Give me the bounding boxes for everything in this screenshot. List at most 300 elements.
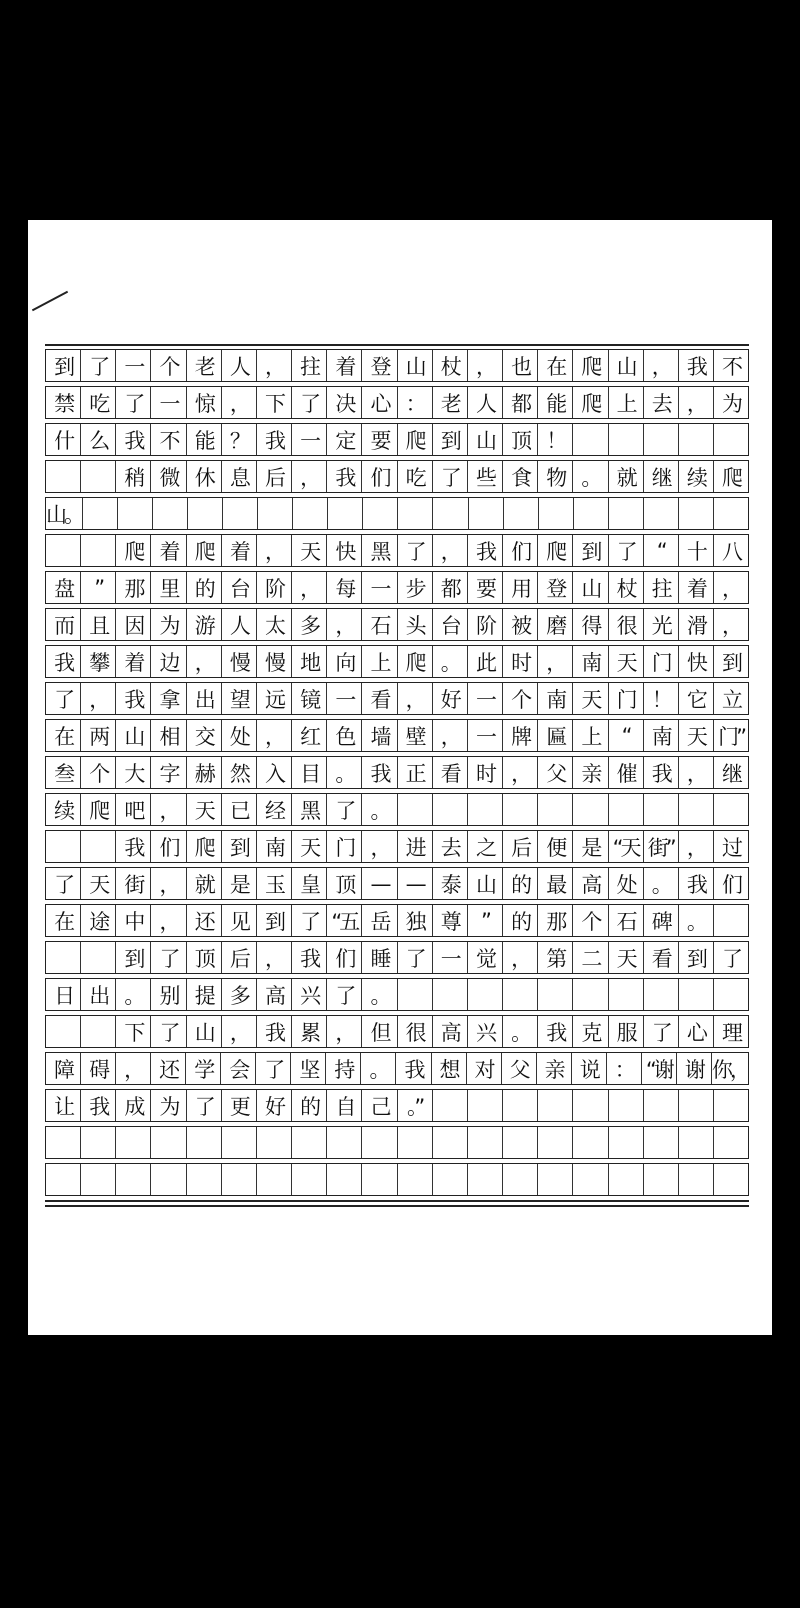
grid-cell: 匾 — [538, 720, 573, 751]
grid-cell: 更 — [222, 1090, 257, 1121]
grid-cell: ， — [722, 576, 741, 601]
grid-cell: 继 — [644, 461, 679, 492]
grid-cell: 个 — [573, 905, 608, 936]
grid-cell: 黑 — [292, 794, 327, 825]
grid-cell — [293, 498, 328, 529]
grid-cell — [468, 794, 503, 825]
grid-row — [45, 978, 749, 1011]
grid-cell — [46, 1127, 81, 1158]
grid-cell: ， — [116, 1053, 151, 1084]
grid-cell: 一 — [151, 387, 186, 418]
grid-cell: ， — [292, 461, 327, 492]
grid-cell — [609, 1090, 644, 1121]
grid-cell: 出 — [81, 979, 116, 1010]
grid-cell: 。 — [362, 794, 397, 825]
grid-cell: 皇 — [292, 868, 327, 899]
grid-cell: 了 — [722, 946, 741, 971]
grid-cell — [222, 1164, 257, 1195]
grid-cell: 日 — [46, 979, 81, 1010]
grid-cell: 上 — [362, 646, 397, 677]
grid-cell: 爬 — [538, 535, 573, 566]
grid-cell: 去 — [644, 387, 679, 418]
grid-cell — [609, 1127, 644, 1158]
grid-cell: 个 — [151, 350, 186, 381]
grid-cell — [258, 498, 293, 529]
grid-cell: 碍 — [81, 1053, 116, 1084]
grid-cell: ， — [433, 720, 468, 751]
grid-row — [45, 867, 749, 900]
grid-cell: 杖 — [433, 350, 468, 381]
grid-cell: 学 — [186, 1053, 221, 1084]
grid-cell — [573, 424, 608, 455]
grid-cell — [433, 498, 468, 529]
grid-cell: 每 — [327, 572, 362, 603]
grid-cell: 多 — [292, 609, 327, 640]
grid-cell: 玉 — [257, 868, 292, 899]
grid-cell: 。 — [327, 757, 362, 788]
grid-cell: 了 — [116, 387, 151, 418]
grid-cell: ， — [538, 646, 573, 677]
grid-cell — [503, 1127, 538, 1158]
grid-cell: 光 — [644, 609, 679, 640]
grid-cell: 顶 — [187, 942, 222, 973]
grid-cell: 的 — [187, 572, 222, 603]
grid-cell — [292, 1164, 327, 1195]
grid-cell: 看 — [362, 683, 397, 714]
grid-cell — [468, 1090, 503, 1121]
grid-cell — [257, 1127, 292, 1158]
grid-cell: 着 — [327, 350, 362, 381]
grid-cell — [644, 1090, 679, 1121]
grid-cell: 坚 — [291, 1053, 326, 1084]
grid-cell: 个 — [503, 683, 538, 714]
grid-cell: 提 — [187, 979, 222, 1010]
grid-cell: 街” — [644, 831, 679, 862]
grid-cell: 慢 — [222, 646, 257, 677]
grid-cell — [503, 1164, 538, 1195]
grid-cell — [468, 979, 503, 1010]
grid-cell: 石 — [609, 905, 644, 936]
grid-cell: 爬 — [398, 424, 433, 455]
grid-cell — [679, 498, 714, 529]
grid-row — [45, 904, 749, 937]
grid-cell: 了 — [398, 535, 433, 566]
grid-cell: 山。 — [46, 498, 83, 529]
grid-cell — [679, 424, 714, 455]
grid-cell: 上 — [573, 720, 608, 751]
grid-cell — [81, 1127, 116, 1158]
grid-cell: 用 — [503, 572, 538, 603]
grid-cell: ， — [151, 794, 186, 825]
grid-cell: 里 — [151, 572, 186, 603]
grid-cell: 我 — [46, 646, 81, 677]
grid-cell: 下 — [257, 387, 292, 418]
grid-cell: 出 — [187, 683, 222, 714]
grid-cell: 磨 — [538, 609, 573, 640]
grid-cell: 被 — [503, 609, 538, 640]
grid-cell: 物 — [538, 461, 573, 492]
grid-cell — [679, 1164, 714, 1195]
grid-cell: 后 — [503, 831, 538, 862]
grid-cell — [81, 461, 116, 492]
grid-cell: 累 — [292, 1016, 327, 1047]
grid-cell: 尊 — [433, 905, 468, 936]
grid-cell: 快 — [327, 535, 362, 566]
grid-cell: 觉 — [468, 942, 503, 973]
grid-cell: 一 — [468, 720, 503, 751]
grid-cell: 还 — [187, 905, 222, 936]
grid-cell: 谢 — [677, 1053, 712, 1084]
grid-cell: 了 — [609, 535, 644, 566]
grid-cell: 山 — [609, 350, 644, 381]
grid-cell: 天 — [609, 646, 644, 677]
grid-cell: 到 — [679, 942, 714, 973]
grid-cell — [116, 1164, 151, 1195]
grid-cell: 墙 — [362, 720, 397, 751]
grid-cell: 是 — [573, 831, 608, 862]
grid-cell — [679, 1090, 714, 1121]
grid-cell — [151, 1127, 186, 1158]
grid-cell — [573, 979, 608, 1010]
grid-cell: 很 — [609, 609, 644, 640]
grid-cell: 天 — [292, 535, 327, 566]
grid-cell: 服 — [609, 1016, 644, 1047]
grid-cell — [151, 1164, 186, 1195]
grid-cell: 中 — [116, 905, 151, 936]
grid-cell: ， — [257, 942, 292, 973]
grid-cell: 亲 — [573, 757, 608, 788]
grid-cell: 。 — [503, 1016, 538, 1047]
grid-cell: ， — [468, 350, 503, 381]
grid-cell: 那 — [116, 572, 151, 603]
grid-cell: 快 — [679, 646, 714, 677]
grid-cell: 天 — [609, 942, 644, 973]
grid-cell — [292, 1127, 327, 1158]
grid-cell: 一 — [433, 942, 468, 973]
grid-cell: 了 — [81, 350, 116, 381]
grid-cell — [363, 498, 398, 529]
grid-cell: 爬 — [187, 535, 222, 566]
grid-cell — [362, 1164, 397, 1195]
grid-cell: 别 — [151, 979, 186, 1010]
grid-cell: 南 — [538, 683, 573, 714]
grid-cell: 们 — [362, 461, 397, 492]
grid-row — [45, 1163, 749, 1196]
grid-cell: 它 — [679, 683, 714, 714]
grid-cell — [81, 942, 116, 973]
grid-cell: 。 — [679, 905, 714, 936]
grid-cell — [644, 498, 679, 529]
grid-cell: 很 — [398, 1016, 433, 1047]
grid-cell: 山 — [398, 350, 433, 381]
grid-cell: 着 — [679, 572, 714, 603]
grid-cell: 你， — [711, 1057, 748, 1082]
grid-row — [45, 793, 749, 826]
grid-row — [45, 830, 749, 863]
grid-cell: 拄 — [292, 350, 327, 381]
grid-cell — [398, 1164, 433, 1195]
grid-cell: “谢 — [642, 1053, 677, 1084]
grid-cell: 要 — [468, 572, 503, 603]
grid-cell: 好 — [433, 683, 468, 714]
grid-cell: 一 — [116, 350, 151, 381]
grid-cell: 能 — [187, 424, 222, 455]
grid-cell: 镜 — [292, 683, 327, 714]
grid-cell: 下 — [116, 1016, 151, 1047]
grid-cell: 了 — [433, 461, 468, 492]
grid-cell: 休 — [187, 461, 222, 492]
grid-cell: 二 — [573, 942, 608, 973]
grid-cell: 了 — [187, 1090, 222, 1121]
grid-cell: 相 — [151, 720, 186, 751]
grid-cell: ， — [679, 387, 714, 418]
grid-cell: ， — [81, 683, 116, 714]
grid-cell: 继 — [722, 761, 741, 786]
grid-cell — [538, 1127, 573, 1158]
grid-cell: 爬 — [398, 646, 433, 677]
grid-cell: 看 — [644, 942, 679, 973]
grid-cell — [644, 794, 679, 825]
grid-cell: 过 — [722, 835, 741, 860]
grid-cell: 们 — [503, 535, 538, 566]
grid-cell: 去 — [433, 831, 468, 862]
grid-row — [45, 756, 749, 789]
grid-cell: 我 — [327, 461, 362, 492]
grid-cell: 睡 — [362, 942, 397, 973]
grid-cell: 是 — [222, 868, 257, 899]
grid-cell: 南 — [257, 831, 292, 862]
grid-cell: 望 — [222, 683, 257, 714]
grid-cell — [362, 1127, 397, 1158]
grid-cell: 我 — [468, 535, 503, 566]
grid-cell: — — [398, 868, 433, 899]
grid-cell: 就 — [187, 868, 222, 899]
grid-cell: 天 — [187, 794, 222, 825]
grid-cell — [609, 1164, 644, 1195]
grid-cell: ， — [257, 350, 292, 381]
grid-cell: 会 — [221, 1053, 256, 1084]
grid-row — [45, 645, 749, 678]
grid-cell: 什 — [46, 424, 81, 455]
grid-cell — [223, 498, 258, 529]
grid-cell: 。 — [361, 1053, 396, 1084]
grid-cell: 到 — [722, 650, 741, 675]
grid-cell — [504, 498, 539, 529]
grid-cell: 天 — [679, 720, 714, 751]
grid-cell: 吧 — [116, 794, 151, 825]
grid-cell: 时 — [503, 646, 538, 677]
grid-rows — [45, 349, 749, 1196]
pen-mark — [32, 291, 68, 312]
grid-cell: 途 — [81, 905, 116, 936]
grid-cell — [81, 831, 116, 862]
grid-cell: 了 — [256, 1053, 291, 1084]
grid-cell: “五 — [327, 905, 362, 936]
grid-row — [45, 349, 749, 382]
grid-cell — [714, 1164, 748, 1195]
grid-cell: ？ — [222, 424, 257, 455]
grid-cell: — — [362, 868, 397, 899]
grid-cell — [538, 794, 573, 825]
grid-cell — [46, 535, 81, 566]
grid-cell: 入 — [257, 757, 292, 788]
grid-cell: 了 — [292, 387, 327, 418]
grid-cell: 都 — [433, 572, 468, 603]
grid-cell: 时 — [468, 757, 503, 788]
grid-cell — [573, 1090, 608, 1121]
grid-cell: 色 — [327, 720, 362, 751]
grid-cell: 得 — [573, 609, 608, 640]
grid-cell — [116, 1127, 151, 1158]
grid-cell — [573, 794, 608, 825]
grid-cell: 定 — [327, 424, 362, 455]
grid-cell — [328, 498, 363, 529]
grid-cell — [714, 424, 748, 455]
grid-cell: 都 — [503, 387, 538, 418]
grid-cell: ， — [362, 831, 397, 862]
grid-cell: ！ — [538, 424, 573, 455]
grid-cell: 攀 — [81, 646, 116, 677]
grid-cell: 山 — [468, 424, 503, 455]
grid-cell: 着 — [116, 646, 151, 677]
grid-cell: 我 — [679, 868, 714, 899]
grid-cell: 高 — [573, 868, 608, 899]
grid-cell: 游 — [187, 609, 222, 640]
grid-cell: 父 — [502, 1053, 537, 1084]
grid-cell: 人 — [222, 609, 257, 640]
grid-cell: ， — [398, 683, 433, 714]
grid-row — [45, 1126, 749, 1159]
grid-row — [45, 1089, 749, 1122]
grid-cell: 了 — [644, 1016, 679, 1047]
grid-cell — [398, 794, 433, 825]
grid-cell: 我 — [292, 942, 327, 973]
grid-cell: “ — [644, 535, 679, 566]
grid-row — [45, 1052, 749, 1085]
grid-cell — [46, 461, 81, 492]
grid-cell — [433, 1164, 468, 1195]
grid-cell — [46, 831, 81, 862]
grid-cell: “ — [609, 720, 644, 751]
grid-cell: 心 — [679, 1016, 714, 1047]
grid-cell: 八 — [722, 539, 741, 564]
grid-cell — [327, 1127, 362, 1158]
grid-cell: 大 — [116, 757, 151, 788]
grid-cell: 爬 — [187, 831, 222, 862]
grid-cell: 惊 — [187, 387, 222, 418]
grid-cell — [433, 1090, 468, 1121]
grid-cell — [609, 424, 644, 455]
grid-cell: 就 — [609, 461, 644, 492]
grid-cell: 我 — [116, 683, 151, 714]
grid-cell: 台 — [433, 609, 468, 640]
grid-cell: 了 — [327, 979, 362, 1010]
grid-cell: 还 — [151, 1053, 186, 1084]
grid-cell: ， — [151, 905, 186, 936]
grid-bottom-line-2 — [45, 1205, 749, 1207]
grid-cell — [468, 1164, 503, 1195]
grid-cell: 盘 — [46, 572, 81, 603]
grid-cell: 到 — [222, 831, 257, 862]
grid-cell — [469, 498, 504, 529]
grid-cell: ， — [151, 868, 186, 899]
grid-cell: 。 — [362, 979, 397, 1010]
grid-cell: 一 — [468, 683, 503, 714]
grid-cell: 想 — [432, 1053, 467, 1084]
grid-row — [45, 571, 749, 604]
grid-cell — [433, 794, 468, 825]
grid-cell: 到 — [257, 905, 292, 936]
grid-cell: 登 — [362, 350, 397, 381]
grid-cell: 我 — [396, 1053, 431, 1084]
grid-cell: 顶 — [327, 868, 362, 899]
grid-row — [45, 719, 749, 752]
grid-cell: 杖 — [609, 572, 644, 603]
grid-cell: 进 — [398, 831, 433, 862]
grid-cell: 说 — [572, 1053, 607, 1084]
grid-cell: 多 — [222, 979, 257, 1010]
grid-cell: 天 — [292, 831, 327, 862]
grid-cell: 兴 — [468, 1016, 503, 1047]
grid-cell — [81, 1016, 116, 1047]
grid-cell: 了 — [46, 683, 81, 714]
grid-cell — [433, 1127, 468, 1158]
grid-cell: 街 — [116, 868, 151, 899]
grid-cell — [714, 1127, 748, 1158]
grid-cell: 我 — [644, 757, 679, 788]
grid-cell: 边 — [151, 646, 186, 677]
grid-cell: 拿 — [151, 683, 186, 714]
grid-cell — [644, 1127, 679, 1158]
grid-cell: 人 — [468, 387, 503, 418]
grid-cell: “天 — [609, 831, 644, 862]
grid-cell — [187, 1164, 222, 1195]
grid-cell — [327, 1164, 362, 1195]
grid-row — [45, 608, 749, 641]
grid-cell: 叁 — [46, 757, 81, 788]
grid-cell: 禁 — [46, 387, 81, 418]
grid-cell — [714, 905, 748, 936]
grid-cell: 了 — [46, 868, 81, 899]
grid-cell: 南 — [573, 646, 608, 677]
grid-cell: 对 — [467, 1053, 502, 1084]
grid-cell: 一 — [327, 683, 362, 714]
grid-cell: 的 — [503, 868, 538, 899]
grid-cell: 山 — [116, 720, 151, 751]
grid-cell: ” — [468, 905, 503, 936]
grid-cell — [257, 1164, 292, 1195]
grid-cell: 克 — [573, 1016, 608, 1047]
grid-cell: 而 — [46, 609, 81, 640]
grid-cell: 立 — [722, 687, 741, 712]
grid-cell: 的 — [503, 905, 538, 936]
grid-cell — [46, 942, 81, 973]
grid-cell: 己 — [362, 1090, 397, 1121]
grid-cell: ， — [187, 646, 222, 677]
grid-cell: 交 — [187, 720, 222, 751]
grid-cell: ， — [503, 757, 538, 788]
grid-cell: 门 — [644, 646, 679, 677]
grid-cell — [714, 794, 748, 825]
grid-cell: 我 — [257, 424, 292, 455]
grid-cell: 岳 — [362, 905, 397, 936]
grid-cell: 们 — [151, 831, 186, 862]
grid-cell — [118, 498, 153, 529]
grid-cell — [714, 498, 748, 529]
grid-cell: 泰 — [433, 868, 468, 899]
grid-cell: 处 — [222, 720, 257, 751]
grid-row — [45, 941, 749, 974]
